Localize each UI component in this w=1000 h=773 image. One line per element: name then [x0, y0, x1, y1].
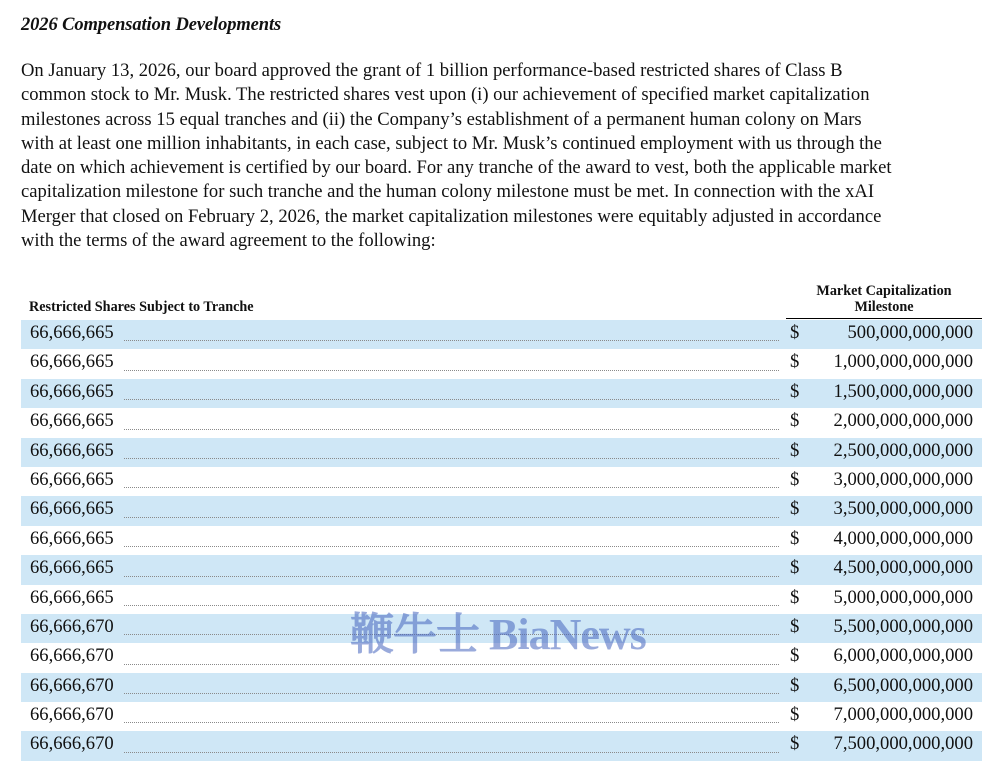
market-cap-milestone-value: 7,500,000,000,000 — [833, 733, 973, 755]
dot-leader — [124, 664, 779, 665]
market-cap-milestone-value: 6,000,000,000,000 — [833, 645, 973, 667]
table-row — [21, 379, 982, 408]
paragraph-line: capitalization milestone for such tranche and the human colony milestone must be met. In connection with the xAI — [21, 181, 875, 203]
table-row — [21, 408, 982, 437]
column-header-restricted-shares: Restricted Shares Subject to Tranche — [29, 299, 254, 315]
currency-symbol: $ — [790, 704, 800, 726]
restricted-shares-value: 66,666,665 — [30, 410, 114, 432]
table-row — [21, 702, 982, 731]
restricted-shares-value: 66,666,665 — [30, 498, 114, 520]
currency-symbol: $ — [790, 380, 800, 402]
restricted-shares-value: 66,666,670 — [30, 645, 114, 667]
currency-symbol: $ — [790, 322, 800, 343]
section-heading: 2026 Compensation Developments — [21, 15, 282, 35]
restricted-shares-value: 66,666,665 — [30, 468, 114, 490]
dot-leader — [124, 693, 779, 694]
currency-symbol: $ — [790, 527, 800, 549]
body-paragraph — [21, 59, 993, 253]
paragraph-line: Merger that closed on February 2, 2026, the market capitalization milestones were equitably adjusted in accordance — [21, 205, 882, 227]
currency-symbol: $ — [790, 733, 800, 755]
market-cap-milestone-value: 3,500,000,000,000 — [833, 498, 973, 520]
paragraph-line: date on which achievement is certified by our board. For any tranche of the award to vest, both the applicable market — [21, 157, 892, 179]
currency-symbol: $ — [790, 410, 800, 432]
market-cap-milestone-value: 1,500,000,000,000 — [833, 380, 973, 402]
restricted-shares-value: 66,666,665 — [30, 380, 114, 402]
restricted-shares-value: 66,666,665 — [30, 322, 114, 343]
dot-leader — [124, 576, 779, 577]
market-cap-milestone-value: 6,500,000,000,000 — [833, 674, 973, 696]
table-row — [21, 320, 982, 349]
market-cap-milestone-value: 3,000,000,000,000 — [833, 468, 973, 490]
market-cap-milestone-value: 1,000,000,000,000 — [833, 351, 973, 373]
restricted-shares-value: 66,666,665 — [30, 439, 114, 461]
dot-leader — [124, 487, 779, 488]
market-cap-milestone-value: 4,500,000,000,000 — [833, 557, 973, 579]
dot-leader — [124, 517, 779, 518]
restricted-shares-value: 66,666,665 — [30, 557, 114, 579]
restricted-shares-value: 66,666,665 — [30, 527, 114, 549]
table-row — [21, 673, 982, 702]
currency-symbol: $ — [790, 557, 800, 579]
dot-leader — [124, 429, 779, 430]
currency-symbol: $ — [790, 498, 800, 520]
market-cap-milestone-value: 5,000,000,000,000 — [833, 586, 973, 608]
market-cap-milestone-value: 5,500,000,000,000 — [833, 615, 973, 637]
dot-leader — [124, 722, 779, 723]
restricted-shares-value: 66,666,665 — [30, 586, 114, 608]
table-row — [21, 496, 982, 525]
currency-symbol: $ — [790, 615, 800, 637]
restricted-shares-value: 66,666,670 — [30, 733, 114, 755]
dot-leader — [124, 752, 779, 753]
market-cap-milestone-value: 2,000,000,000,000 — [833, 410, 973, 432]
paragraph-line: with at least one million inhabitants, in each case, subject to Mr. Musk’s continued employment with us through the — [21, 132, 882, 154]
market-cap-milestone-value: 4,000,000,000,000 — [833, 527, 973, 549]
currency-symbol: $ — [790, 674, 800, 696]
column-header-rule — [786, 318, 982, 319]
market-cap-milestone-value: 7,000,000,000,000 — [833, 704, 973, 726]
table-row — [21, 467, 982, 496]
restricted-shares-value: 66,666,670 — [30, 615, 114, 637]
paragraph-line: common stock to Mr. Musk. The restricted shares vest upon (i) our achievement of specified market capitalization — [21, 84, 870, 106]
currency-symbol: $ — [790, 468, 800, 490]
table-row — [21, 526, 982, 555]
currency-symbol: $ — [790, 439, 800, 461]
currency-symbol: $ — [790, 645, 800, 667]
bianews-watermark: 鞭牛士 BiaNews — [350, 610, 646, 659]
dot-leader — [124, 546, 779, 547]
table-row — [21, 349, 982, 378]
paragraph-line: with the terms of the award agreement to the following: — [21, 230, 436, 252]
restricted-shares-value: 66,666,665 — [30, 351, 114, 373]
restricted-shares-value: 66,666,670 — [30, 704, 114, 726]
dot-leader — [124, 458, 779, 459]
dot-leader — [124, 399, 779, 400]
paragraph-line: milestones across 15 equal tranches and (ii) the Company’s establishment of a permanent human colony on Mars — [21, 108, 862, 130]
currency-symbol: $ — [790, 586, 800, 608]
dot-leader — [124, 370, 779, 371]
dot-leader — [124, 340, 779, 341]
table-row — [21, 731, 982, 760]
currency-symbol: $ — [790, 351, 800, 373]
paragraph-line: On January 13, 2026, our board approved the grant of 1 billion performance-based restricted shares of Class B — [21, 60, 843, 81]
table-row — [21, 555, 982, 584]
column-header-market-cap-milestone: Market Capitalization Milestone — [816, 283, 952, 315]
tranche-table — [21, 320, 982, 761]
market-cap-milestone-value: 500,000,000,000 — [847, 322, 973, 343]
restricted-shares-value: 66,666,670 — [30, 674, 114, 696]
table-row — [21, 438, 982, 467]
market-cap-milestone-value: 2,500,000,000,000 — [833, 439, 973, 461]
